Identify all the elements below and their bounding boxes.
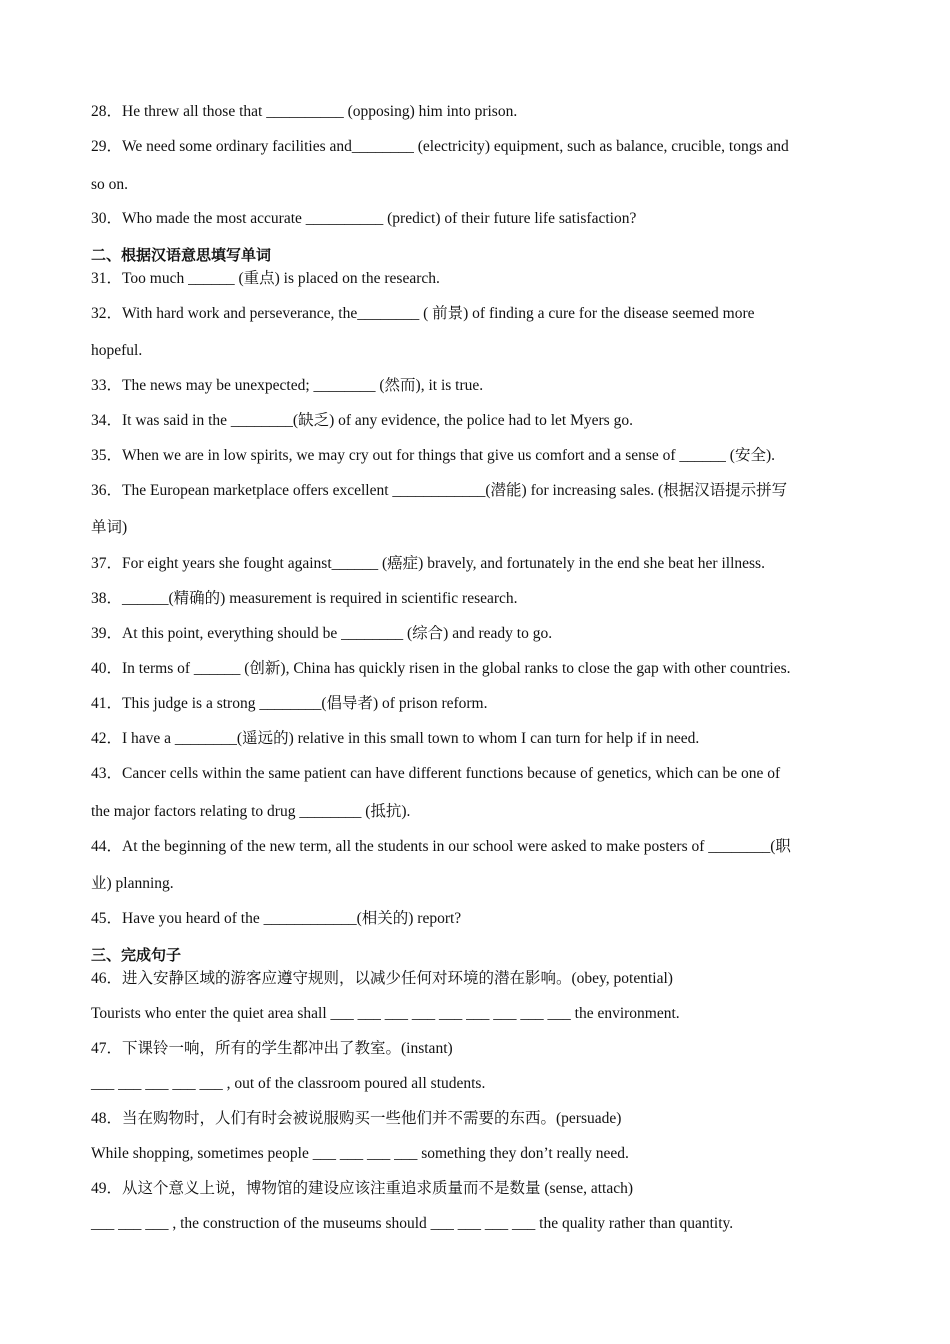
question-31: 31．Too much ______ (重点) is placed on the research.	[91, 270, 440, 287]
question-34: 34．It was said in the ________(缺乏) of any evidence, the police had to let Myers go.	[91, 412, 633, 429]
question-43-continued: the major factors relating to drug ________ (抵抗).	[91, 803, 411, 820]
question-49-prompt: 49．从这个意义上说，博物馆的建设应该注重追求质量而不是数量 (sense, attach)	[91, 1180, 634, 1197]
question-45: 45．Have you heard of the ____________(相关的) report?	[91, 910, 462, 927]
question-44: 44．At the beginning of the new term, all the students in our school were asked to make posters of ________(职	[91, 838, 791, 855]
question-38: 38．______(精确的) measurement is required in scientific research.	[91, 590, 518, 607]
question-47-prompt: 47．下课铃一响，所有的学生都冲出了教室。(instant)	[91, 1040, 453, 1057]
question-43: 43．Cancer cells within the same patient can have different functions because of genetics, which can be one of	[91, 765, 781, 782]
question-29: 29．We need some ordinary facilities and________ (electricity) equipment, such as balance, crucible, tongs and	[91, 138, 789, 155]
question-42: 42．I have a ________(遥远的) relative in this small town to whom I can turn for help if in need.	[91, 730, 700, 747]
question-41: 41．This judge is a strong ________(倡导者) of prison reform.	[91, 695, 488, 712]
question-46-sentence: Tourists who enter the quiet area shall ___ ___ ___ ___ ___ ___ ___ ___ ___ the environment.	[91, 1005, 680, 1022]
question-28: 28．He threw all those that __________ (opposing) him into prison.	[91, 103, 518, 120]
question-29-continued: so on.	[91, 176, 129, 193]
question-47-sentence: ___ ___ ___ ___ ___ , out of the classroom poured all students.	[91, 1075, 486, 1092]
section-heading-2: 二、根据汉语意思填写单词	[91, 246, 272, 264]
question-49-sentence: ___ ___ ___ , the construction of the museums should ___ ___ ___ ___ the quality rather than quantity.	[91, 1215, 734, 1232]
question-30: 30．Who made the most accurate __________ (predict) of their future life satisfaction?	[91, 210, 637, 227]
question-44-continued: 业) planning.	[91, 875, 174, 892]
question-40: 40．In terms of ______ (创新), China has quickly risen in the global ranks to close the gap with other countries.	[91, 660, 791, 677]
question-32-continued: hopeful.	[91, 342, 143, 359]
question-48-sentence: While shopping, sometimes people ___ ___ ___ ___ something they don’t really need.	[91, 1145, 629, 1162]
question-48-prompt: 48．当在购物时，人们有时会被说服购买一些他们并不需要的东西。(persuade)	[91, 1110, 622, 1127]
question-36: 36．The European marketplace offers excellent ____________(潜能) for increasing sales. (根据汉语提示拼写	[91, 482, 788, 499]
question-37: 37．For eight years she fought against______ (癌症) bravely, and fortunately in the end she beat her illness.	[91, 555, 765, 572]
section-heading-3: 三、完成句子	[91, 946, 182, 964]
question-32: 32．With hard work and perseverance, the________ ( 前景) of finding a cure for the disease seemed more	[91, 305, 755, 322]
question-46-prompt: 46．进入安静区域的游客应遵守规则，以减少任何对环境的潜在影响。(obey, potential)	[91, 970, 673, 987]
question-36-continued: 单词)	[91, 519, 128, 536]
question-33: 33．The news may be unexpected; ________ (然而), it is true.	[91, 377, 484, 394]
question-39: 39．At this point, everything should be ________ (综合) and ready to go.	[91, 625, 553, 642]
question-35: 35．When we are in low spirits, we may cry out for things that give us comfort and a sense of ______ (安全).	[91, 447, 775, 464]
